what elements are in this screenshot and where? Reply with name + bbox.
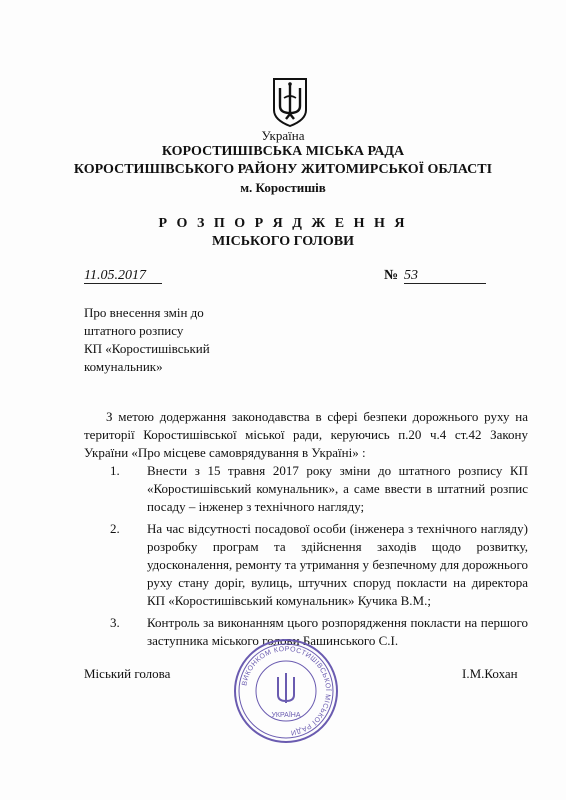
item-text: Внести з 15 травня 2017 року зміни до штатного розпису КП «Коростишівський комунальник», а саме ввести в штатний розпис посаду – інженер з технічного нагляду; <box>147 463 528 514</box>
stamp-trident-icon <box>278 673 294 703</box>
subject-line: штатного розпису <box>84 323 184 338</box>
document-date: 11.05.2017 <box>84 268 162 284</box>
official-stamp <box>232 637 340 745</box>
stamp-bottom-text: УКРАЇНА <box>271 712 301 719</box>
document-subtitle: МІСЬКОГО ГОЛОВИ <box>212 234 354 249</box>
list-item <box>84 462 528 516</box>
subject-block <box>84 304 284 376</box>
list-item <box>84 520 528 610</box>
council-name: КОРОСТИШІВСЬКА МІСЬКА РАДА <box>161 144 405 159</box>
subject-line: Про внесення змін до <box>84 305 204 320</box>
subject-line: комунальник» <box>84 359 163 374</box>
stamp-ring-text: ВИКОНКОМ КОРОСТИШІВСЬКОЇ МІСЬКОЇ РАДИ <box>241 645 332 736</box>
document-body <box>84 408 528 650</box>
signatory-name: І.М.Кохан <box>462 666 518 681</box>
number-label: № <box>384 268 399 283</box>
district-region: КОРОСТИШІВСЬКОГО РАЙОНУ ЖИТОМИРСЬКОЇ ОБЛАСТІ <box>73 162 493 177</box>
item-text: Контроль за виконанням цього розпорядження покласти на першого заступника міського голови Башинського С.І. <box>147 615 528 648</box>
signatory-position: Міський голова <box>84 666 171 681</box>
item-text: На час відсутності посадової особи (інженера з технічного нагляду) розробку програм та здійснення заходів щодо розвитку, удосконалення, ремонту та утримання у безпечному для дорожнього руху стану доріг, вулиць, штучних споруд покласти на директора КП «Коростишівський комунальник» Кучика В.М.; <box>147 521 528 608</box>
trident-icon <box>271 76 309 128</box>
item-number: 3. <box>110 615 120 630</box>
item-number: 1. <box>110 463 120 478</box>
country-name: Україна <box>261 128 305 143</box>
preamble: З метою додержання законодавства в сфері безпеки дорожнього руху на території Коростишівської міської ради, керуючись п.20 ч.4 ст.42 Закону України «Про місцеве самоврядування в Україні» : <box>84 409 528 460</box>
subject-line: КП «Коростишівський <box>84 341 210 356</box>
item-number: 2. <box>110 521 120 536</box>
document-number: 53 <box>404 268 486 284</box>
city-name: м. Коростишів <box>240 180 326 195</box>
document-type: Р О З П О Р Я Д Ж Е Н Н Я <box>158 216 408 231</box>
